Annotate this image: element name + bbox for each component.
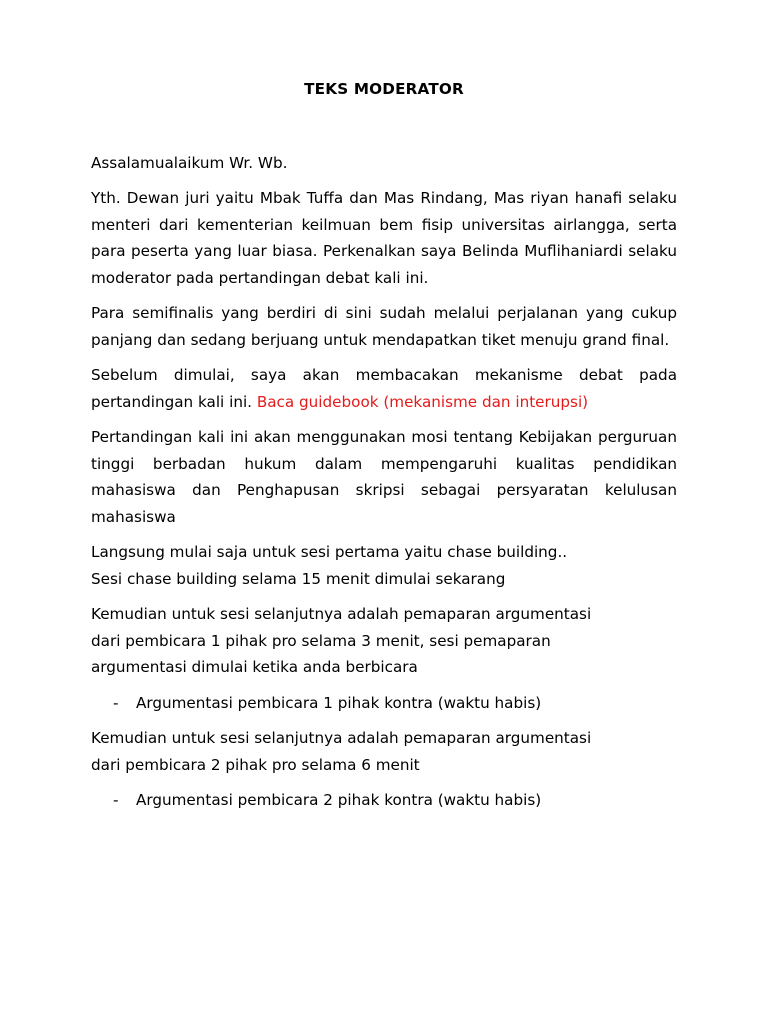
paragraph-speaker-2 [91, 725, 677, 778]
bullet-dash: - [113, 693, 119, 712]
chase-building-line-2: Sesi chase building selama 15 menit dimulai sekarang [91, 569, 506, 588]
bullet-item-2 [91, 787, 677, 814]
mechanism-text: Sebelum dimulai, saya akan membacakan mekanisme debat pada pertandingan kali ini. [91, 366, 677, 411]
paragraph-opening: Yth. Dewan juri yaitu Mbak Tuffa dan Mas Rindang, Mas riyan hanafi selaku menteri dari kementerian keilmuan bem fisip universitas airlangga, serta para peserta yang luar biasa. Perkenalkan saya Belinda Muflihaniardi selaku moderator pada pertandingan debat kali ini. [91, 189, 677, 287]
paragraph-motion: Pertandingan kali ini akan menggunakan mosi tentang Kebijakan perguruan tinggi berbadan hukum dalam mempengaruhi kualitas pendidikan mahasiswa dan Penghapusan skripsi sebagai persyaratan kelulusan mahasiswa [91, 428, 677, 526]
bullet-dash: - [113, 791, 119, 809]
speaker-1-line-2: dari pembicara 1 pihak pro selama 3 menit, sesi pemaparan [91, 631, 551, 650]
chase-building-line-1: Langsung mulai saja untuk sesi pertama yaitu chase building.. [91, 543, 568, 561]
speaker-2-line-2: dari pembicara 2 pihak pro selama 6 menit [91, 755, 420, 774]
guidebook-note: Baca guidebook (mekanisme dan interupsi) [256, 392, 589, 411]
bullet-text: Argumentasi pembicara 1 pihak kontra (waktu habis) [136, 693, 542, 712]
bullet-text: Argumentasi pembicara 2 pihak kontra (waktu habis) [136, 791, 542, 809]
speaker-1-line-1: Kemudian untuk sesi selanjutnya adalah pemaparan argumentasi [91, 605, 592, 623]
paragraph-chase-building [91, 539, 677, 592]
speaker-1-line-3: argumentasi dimulai ketika anda berbicara [91, 658, 418, 676]
document-title: TEKS MODERATOR [304, 80, 464, 98]
paragraph-semifinalists: Para semifinalis yang berdiri di sini sudah melalui perjalanan yang cukup panjang dan sedang berjuang untuk mendapatkan tiket menuju grand final. [91, 304, 677, 349]
greeting: Assalamualaikum Wr. Wb. [91, 153, 288, 172]
bullet-item-1 [91, 690, 677, 717]
paragraph-speaker-1 [91, 601, 677, 681]
speaker-2-line-1: Kemudian untuk sesi selanjutnya adalah pemaparan argumentasi [91, 729, 592, 747]
paragraph-mechanism [91, 362, 677, 415]
